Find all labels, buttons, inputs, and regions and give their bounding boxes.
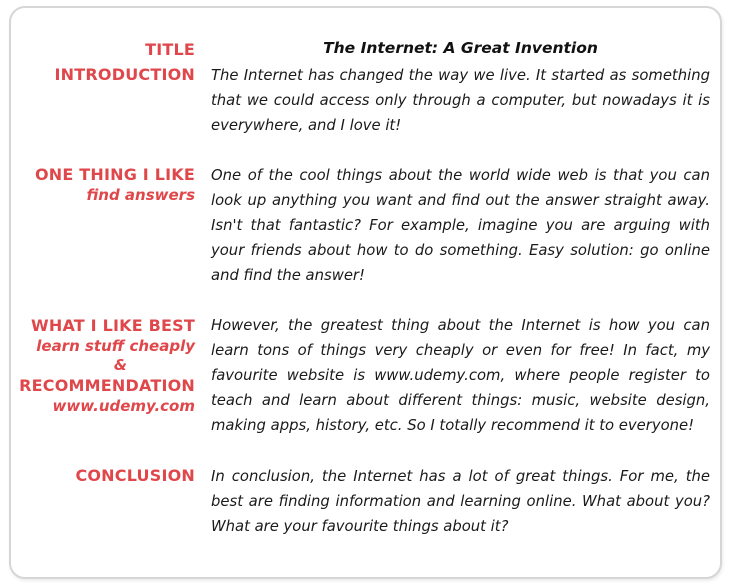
essay-title: The Internet: A Great Invention	[323, 39, 598, 57]
label-recommendation-sub: www.udemy.com	[52, 397, 195, 415]
label-best-sub: learn stuff cheaply	[36, 337, 195, 355]
label-conclusion: CONCLUSION	[75, 466, 195, 485]
conclusion-paragraph: In conclusion, the Internet has a lot of great things. For me, the best are finding information and learning online. What about you? What are your favourite things about it?	[211, 468, 710, 535]
label-best: WHAT I LIKE BEST	[31, 316, 195, 335]
introduction-paragraph: The Internet has changed the way we live. It started as something that we could access only through a computer, but nowadays it is everywhere, and I love it!	[211, 67, 710, 134]
label-one-thing-sub: find answers	[86, 186, 195, 204]
label-introduction: INTRODUCTION	[54, 65, 195, 84]
one-thing-paragraph: One of the cool things about the world wide web is that you can look up anything you want and find out the answer straight away. Isn't that fantastic? For example, imagine you are arguing with your friends about how to do something. Easy solution: go online and find the answer!	[211, 167, 710, 284]
best-paragraph: However, the greatest thing about the Internet is how you can learn tons of things very cheaply or even for free! In fact, my favourite website is www.udemy.com, where people register to teach and learn about different things: music, website design, making apps, history, etc. So I totally recommend it to everyone!	[211, 317, 710, 434]
label-ampersand: &	[113, 356, 127, 374]
label-title: TITLE	[145, 40, 195, 59]
label-one-thing: ONE THING I LIKE	[34, 165, 195, 184]
label-recommendation: RECOMMENDATION	[19, 376, 195, 395]
